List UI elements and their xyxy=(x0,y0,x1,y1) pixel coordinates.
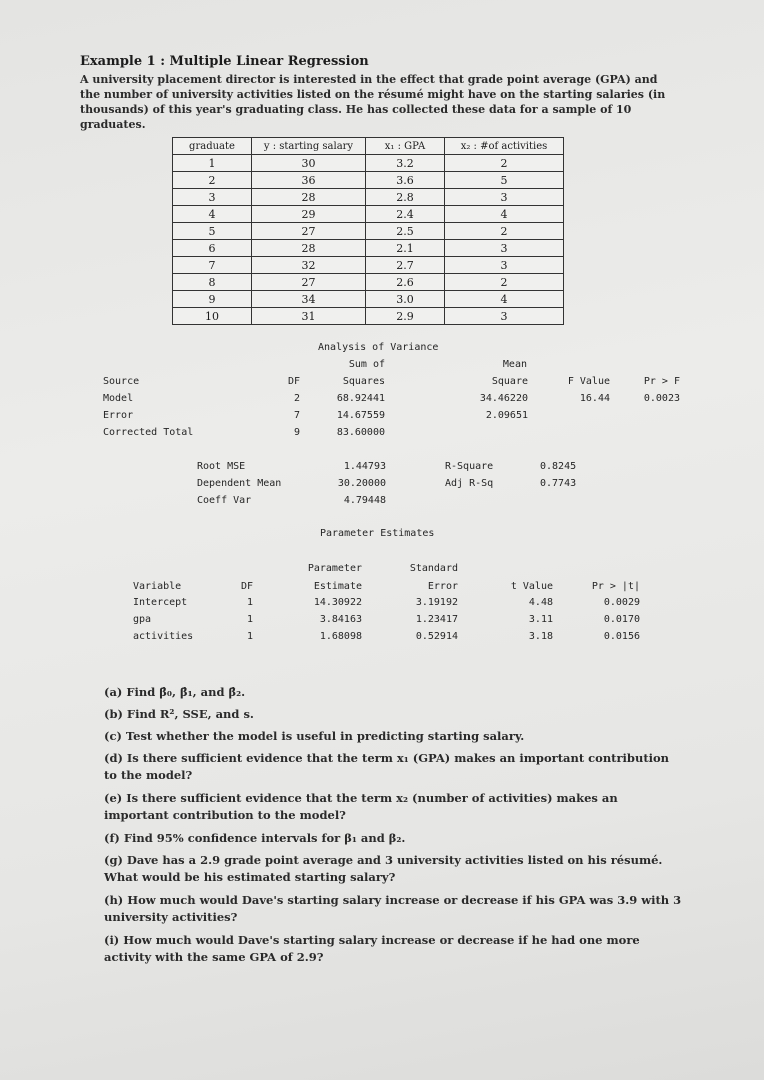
column-header: Pr > |t| xyxy=(591,581,640,592)
table-cell: 2.1 xyxy=(366,240,445,257)
table-cell: 3 xyxy=(445,240,564,257)
table-cell: 3 xyxy=(445,189,564,206)
param-cell: 3.19192 xyxy=(415,597,458,608)
fit-stat: 4.79448 xyxy=(343,495,386,506)
table-row xyxy=(173,223,564,240)
problem-intro: A university placement director is interested in the effect that grade point average (GPA) and the number of university activities listed on the résumé might have on the starting salaries (in thousands) of this year's graduating class. He has collected these data for a sample of 10 graduates. xyxy=(80,73,666,131)
param-cell: 1.23417 xyxy=(415,614,458,625)
param-cell: 14.30922 xyxy=(313,597,362,608)
column-header: x₁ : GPA xyxy=(366,138,445,155)
anova-cell: 2.09651 xyxy=(485,410,528,421)
table-row xyxy=(173,291,564,308)
table-cell: 10 xyxy=(173,308,252,325)
table-cell: 2.8 xyxy=(366,189,445,206)
fit-stat: 0.7743 xyxy=(540,478,577,489)
anova-cell: 0.0023 xyxy=(643,393,680,404)
table-cell: 2 xyxy=(445,274,564,291)
question-item: (g) Dave has a 2.9 grade point average and 3 university activities listed on his résumé. What would be his estimated starting salary? xyxy=(104,853,663,884)
question-item: (e) Is there sufficient evidence that the term x₂ (number of activities) makes an important contribution to the model? xyxy=(104,791,618,822)
question-item: (f) Find 95% confidence intervals for β₁ and β₂. xyxy=(104,831,406,845)
param-cell: gpa xyxy=(133,614,152,625)
table-cell: 2 xyxy=(173,172,252,189)
table-row xyxy=(173,206,564,223)
fit-stat: 1.44793 xyxy=(343,461,386,472)
table-cell: 2.4 xyxy=(366,206,445,223)
table-cell: 3 xyxy=(445,257,564,274)
column-header: Error xyxy=(427,581,458,592)
fit-stat: 0.8245 xyxy=(540,461,577,472)
question-item: (a) Find β̂₀, β̂₁, and β̂₂. xyxy=(104,685,246,699)
table-cell: 3 xyxy=(173,189,252,206)
table-cell: 4 xyxy=(445,291,564,308)
table-cell: 8 xyxy=(173,274,252,291)
fit-stat: Coeff Var xyxy=(197,495,252,506)
question-item: (c) Test whether the model is useful in predicting starting salary. xyxy=(104,729,525,743)
table-cell: 2.5 xyxy=(366,223,445,240)
table-cell: 4 xyxy=(445,206,564,223)
table-cell: 5 xyxy=(173,223,252,240)
param-cell: activities xyxy=(133,631,194,642)
table-row xyxy=(173,308,564,325)
param-cell: 0.0156 xyxy=(603,631,640,642)
table-cell: 3.2 xyxy=(366,155,445,172)
anova-cell: Error xyxy=(103,410,134,421)
fit-stat: R-Square xyxy=(445,461,494,472)
anova-title: Analysis of Variance xyxy=(318,342,439,353)
question-item: (b) Find R², SSE, and s. xyxy=(104,707,254,721)
params-title: Parameter Estimates xyxy=(320,528,435,539)
column-header: x₂ : #of activities xyxy=(445,138,564,155)
table-cell: 4 xyxy=(173,206,252,223)
column-header: Source xyxy=(103,376,140,387)
table-cell: 2 xyxy=(445,223,564,240)
table-cell: 9 xyxy=(173,291,252,308)
table-cell: 3.0 xyxy=(366,291,445,308)
param-cell: 3.18 xyxy=(528,631,553,642)
column-header: Pr > F xyxy=(643,376,680,387)
example-title: Example 1 : Multiple Linear Regression xyxy=(80,54,369,69)
question-item: (i) How much would Dave's starting salary increase or decrease if he had one more activity with the same GPA of 2.9? xyxy=(104,933,640,964)
anova-cell: Corrected Total xyxy=(103,427,194,438)
column-header: Squares xyxy=(342,376,385,387)
table-cell: 2.6 xyxy=(366,274,445,291)
fit-stat: Adj R-Sq xyxy=(445,478,494,489)
table-cell: 2.7 xyxy=(366,257,445,274)
table-cell: 27 xyxy=(252,274,366,291)
anova-cell: 7 xyxy=(293,410,300,421)
question-item: (h) How much would Dave's starting salary increase or decrease if his GPA was 3.9 with 3 university activities? xyxy=(104,893,682,924)
param-cell: 1 xyxy=(246,631,253,642)
table-row xyxy=(173,274,564,291)
param-cell: 0.0029 xyxy=(603,597,640,608)
graduate-data-table xyxy=(172,137,564,325)
table-cell: 28 xyxy=(252,189,366,206)
anova-cell: 9 xyxy=(293,427,300,438)
table-cell: 27 xyxy=(252,223,366,240)
table-cell: 1 xyxy=(173,155,252,172)
table-cell: 3.6 xyxy=(366,172,445,189)
table-cell: 7 xyxy=(173,257,252,274)
anova-cell: 14.67559 xyxy=(336,410,385,421)
table-cell: 3 xyxy=(445,308,564,325)
param-cell: 0.52914 xyxy=(415,631,458,642)
anova-cell: 68.92441 xyxy=(336,393,385,404)
question-item: (d) Is there sufficient evidence that the term x₁ (GPA) makes an important contribution to the model? xyxy=(104,751,670,782)
table-cell: 30 xyxy=(252,155,366,172)
anova-cell: 34.46220 xyxy=(479,393,528,404)
table-cell: 2.9 xyxy=(366,308,445,325)
fit-stat: Root MSE xyxy=(197,461,246,472)
param-cell: 1 xyxy=(246,597,253,608)
table-cell: 29 xyxy=(252,206,366,223)
anova-cell: 16.44 xyxy=(579,393,610,404)
column-header: Square xyxy=(491,376,528,387)
table-cell: 32 xyxy=(252,257,366,274)
column-header: graduate xyxy=(173,138,252,155)
table-row xyxy=(173,189,564,206)
column-header: Mean xyxy=(502,359,527,370)
column-header: Estimate xyxy=(313,581,362,592)
anova-cell: 2 xyxy=(293,393,300,404)
param-cell: 1 xyxy=(246,614,253,625)
param-cell: Intercept xyxy=(133,597,188,608)
table-cell: 6 xyxy=(173,240,252,257)
table-row xyxy=(173,155,564,172)
table-cell: 31 xyxy=(252,308,366,325)
table-cell: 28 xyxy=(252,240,366,257)
table-cell: 5 xyxy=(445,172,564,189)
table-row xyxy=(173,240,564,257)
table-cell: 2 xyxy=(445,155,564,172)
column-header: DF xyxy=(240,581,253,592)
column-header: F Value xyxy=(567,376,610,387)
column-header: Sum of xyxy=(348,359,385,370)
table-cell: 36 xyxy=(252,172,366,189)
table-cell: 34 xyxy=(252,291,366,308)
anova-cell: Model xyxy=(103,393,134,404)
column-header: Standard xyxy=(409,563,458,574)
column-header: Variable xyxy=(133,581,182,592)
column-header: y : starting salary xyxy=(252,138,366,155)
param-cell: 3.11 xyxy=(528,614,553,625)
param-cell: 3.84163 xyxy=(319,614,362,625)
table-row xyxy=(173,172,564,189)
column-header: DF xyxy=(287,376,300,387)
param-cell: 1.68098 xyxy=(319,631,362,642)
fit-stat: 30.20000 xyxy=(337,478,386,489)
anova-cell: 83.60000 xyxy=(336,427,385,438)
column-header: Parameter xyxy=(307,563,362,574)
fit-stat: Dependent Mean xyxy=(197,478,282,489)
column-header: t Value xyxy=(510,581,553,592)
param-cell: 4.48 xyxy=(528,597,553,608)
param-cell: 0.0170 xyxy=(603,614,640,625)
table-row xyxy=(173,257,564,274)
